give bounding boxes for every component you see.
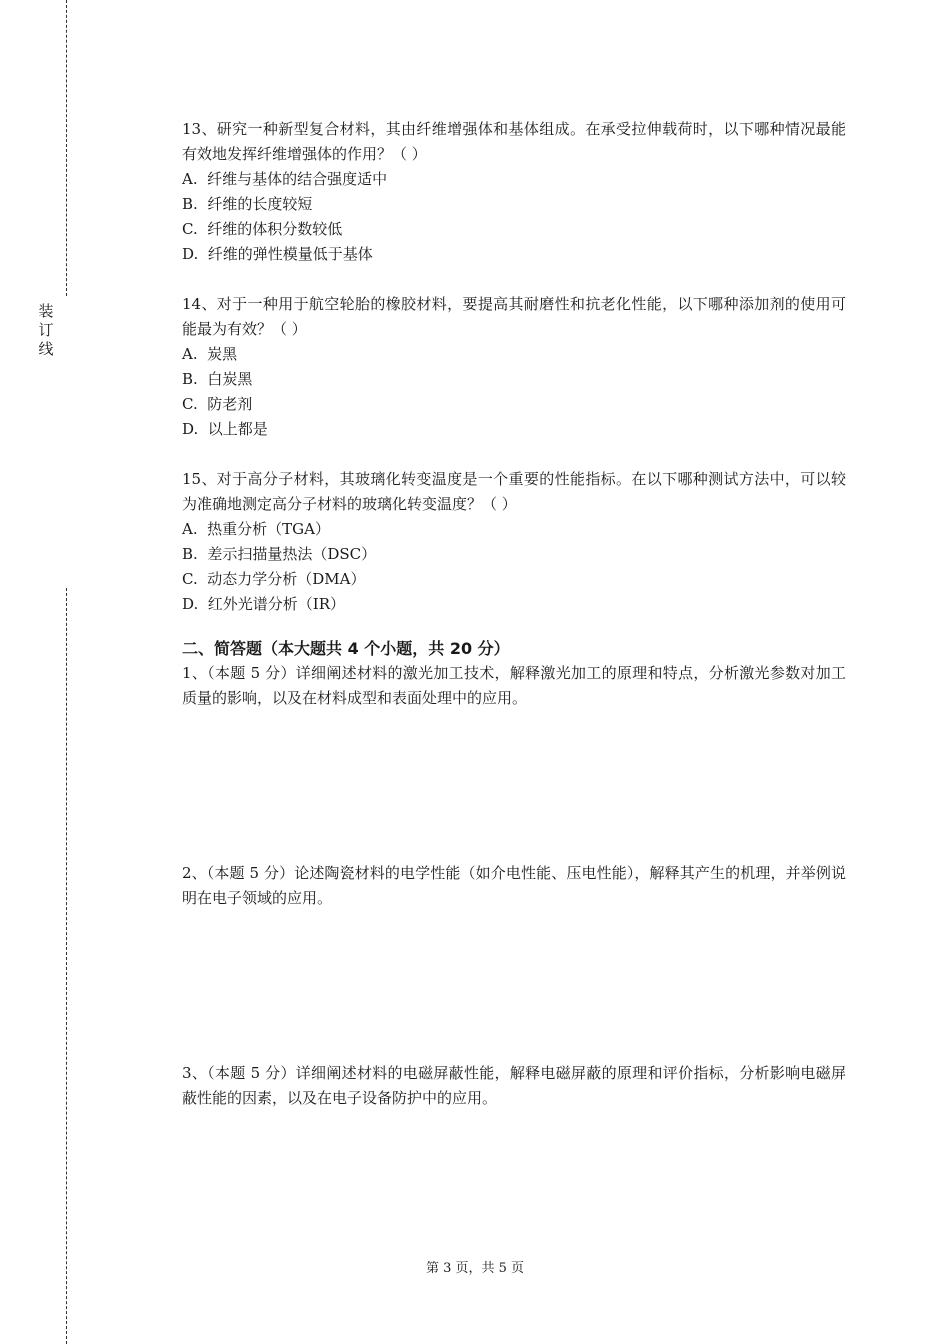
question-stem: 15、对于高分子材料，其玻璃化转变温度是一个重要的性能指标。在以下哪种测试方法中，可以较为准确地测定高分子材料的玻璃化转变温度？（ ） xyxy=(182,470,846,513)
page-number: 第 3 页，共 5 页 xyxy=(425,1261,525,1276)
option-d: D. 红外光谱分析（IR） xyxy=(182,595,346,613)
short-answer-2: 2、（本题 5 分）论述陶瓷材料的电学性能（如介电性能、压电性能），解释其产生的机理，并举例说明在电子领域的应用。 xyxy=(182,864,846,907)
exam-content xyxy=(182,117,846,1111)
option-d: D. 纤维的弹性模量低于基体 xyxy=(182,245,373,263)
option-c: C. 动态力学分析（DMA） xyxy=(182,570,366,588)
binding-line-bottom xyxy=(66,588,67,1344)
binding-label-char: 订 xyxy=(38,321,54,339)
option-a: A. 热重分析（TGA） xyxy=(182,520,330,538)
section-title: 二、简答题（本大题共 4 个小题，共 20 分） xyxy=(182,639,510,658)
option-b: B. 纤维的长度较短 xyxy=(182,195,313,213)
binding-line-label xyxy=(37,302,55,359)
binding-label-char: 线 xyxy=(38,340,54,358)
option-b: B. 差示扫描量热法（DSC） xyxy=(182,545,377,563)
question-13 xyxy=(182,117,846,267)
binding-line-top xyxy=(66,0,67,296)
option-c: C. 纤维的体积分数较低 xyxy=(182,220,343,238)
short-answer-1: 1、（本题 5 分）详细阐述材料的激光加工技术，解释激光加工的原理和特点，分析激光参数对加工质量的影响，以及在材料成型和表面处理中的应用。 xyxy=(182,664,846,707)
option-d: D. 以上都是 xyxy=(182,420,268,438)
question-stem: 14、对于一种用于航空轮胎的橡胶材料，要提高其耐磨性和抗老化性能，以下哪种添加剂的使用可能最为有效？（ ） xyxy=(182,295,846,338)
option-a: A. 纤维与基体的结合强度适中 xyxy=(182,170,388,188)
question-14 xyxy=(182,292,846,442)
option-b: B. 白炭黑 xyxy=(182,370,253,388)
short-answer-3: 3、（本题 5 分）详细阐述材料的电磁屏蔽性能，解释电磁屏蔽的原理和评价指标，分析影响电磁屏蔽性能的因素，以及在电子设备防护中的应用。 xyxy=(182,1064,846,1107)
question-15 xyxy=(182,467,846,617)
option-a: A. 炭黑 xyxy=(182,345,238,363)
question-stem: 13、研究一种新型复合材料，其由纤维增强体和基体组成。在承受拉伸载荷时，以下哪种情况最能有效地发挥纤维增强体的作用？（ ） xyxy=(182,120,846,163)
option-c: C. 防老剂 xyxy=(182,395,253,413)
binding-label-char: 装 xyxy=(38,302,54,320)
